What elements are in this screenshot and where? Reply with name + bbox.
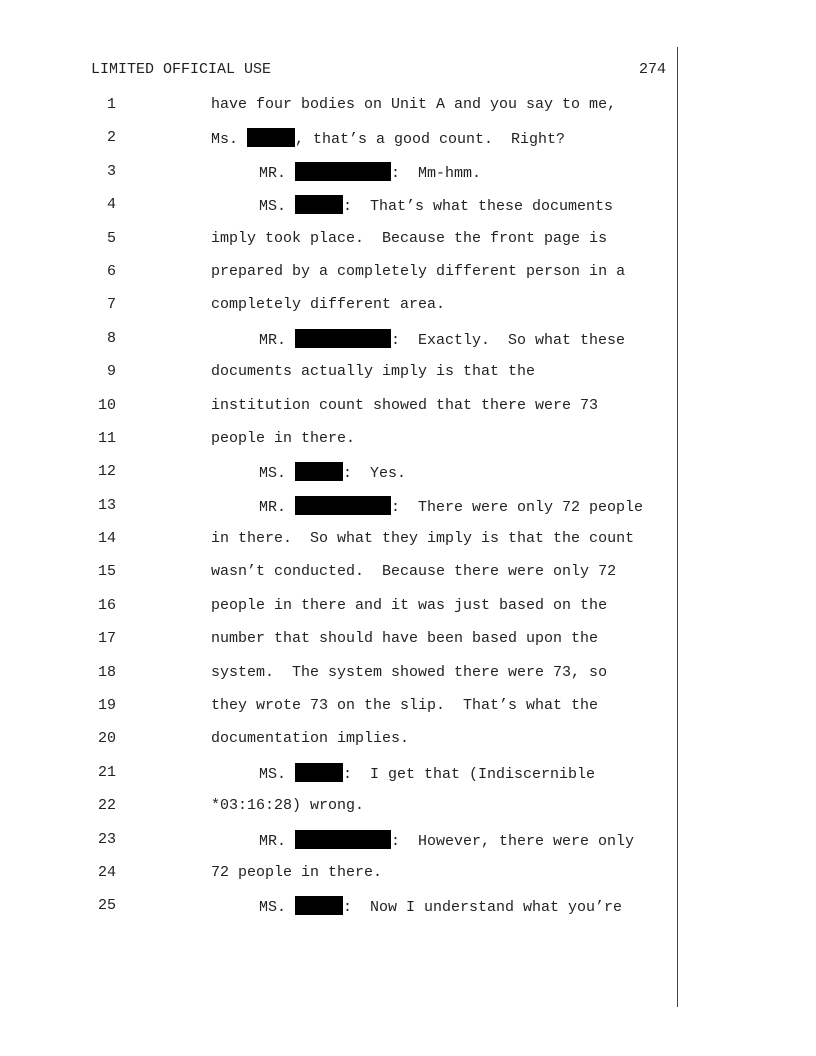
line-text [259, 830, 634, 852]
line-text-segment: : Mm-hmm. [391, 164, 482, 182]
line-text [211, 629, 598, 649]
line-text-segment: 72 people in there. [211, 863, 383, 881]
transcript-line [0, 396, 816, 429]
line-text-segment: : There were only 72 people [391, 498, 644, 516]
transcript-line [0, 262, 816, 295]
line-text-segment: documentation implies. [211, 730, 410, 748]
line-text-segment: in there. So what they imply is that the count [211, 530, 635, 548]
line-number: 22 [97, 797, 116, 815]
page-number: 274 [638, 61, 666, 78]
redaction-box [295, 763, 343, 782]
line-text-segment: people in there and it was just based on the [211, 596, 608, 614]
line-text [259, 763, 595, 785]
line-text-segment: MR. [259, 832, 296, 850]
line-number: 15 [97, 563, 116, 581]
line-number: 19 [97, 697, 116, 715]
line-number: 4 [106, 196, 116, 214]
transcript-line [0, 229, 816, 262]
line-text-segment: *03:16:28) wrong. [211, 797, 365, 815]
line-text [211, 729, 409, 749]
transcript-line [0, 830, 816, 863]
line-number: 8 [106, 329, 116, 347]
line-text [211, 295, 445, 315]
line-text-segment: number that should have been based upon the [211, 630, 599, 648]
line-text-segment: imply took place. Because the front page is [211, 229, 608, 247]
transcript-line [0, 796, 816, 829]
line-number: 5 [106, 229, 116, 247]
transcript-line [0, 763, 816, 796]
line-number: 7 [106, 296, 116, 314]
line-text [259, 195, 613, 217]
line-text [211, 429, 355, 449]
transcript-line [0, 596, 816, 629]
line-text-segment: : Exactly. So what these [391, 331, 626, 349]
redaction-box [295, 162, 391, 181]
line-text-segment: people in there. [211, 429, 356, 447]
transcript-line [0, 529, 816, 562]
line-number: 17 [97, 630, 116, 648]
line-text [211, 863, 382, 883]
line-number: 10 [97, 396, 116, 414]
transcript-line [0, 663, 816, 696]
transcript-line [0, 295, 816, 328]
line-text-segment: MR. [259, 331, 296, 349]
line-text [211, 696, 598, 716]
redaction-box [295, 195, 343, 214]
line-text-segment: : Now I understand what you’re [343, 899, 623, 917]
classification-header: LIMITED OFFICIAL USE [91, 61, 272, 78]
redaction-box [295, 462, 343, 481]
line-text [211, 229, 607, 249]
transcript-line [0, 462, 816, 495]
transcript-line [0, 362, 816, 395]
line-number: 12 [97, 463, 116, 481]
line-text [211, 262, 625, 282]
line-number: 2 [106, 129, 116, 147]
line-text [211, 562, 616, 582]
line-number: 24 [97, 863, 116, 881]
line-text-segment: system. The system showed there were 73, so [211, 663, 608, 681]
line-text-segment: MS. [259, 765, 296, 783]
line-text-segment: : However, there were only [391, 832, 635, 850]
line-text-segment: MR. [259, 164, 296, 182]
line-number: 25 [97, 897, 116, 915]
line-text [259, 162, 481, 184]
line-text [211, 529, 634, 549]
line-text-segment: wasn’t conducted. Because there were only 72 [211, 563, 617, 581]
transcript-line [0, 128, 816, 161]
redaction-box [295, 896, 343, 915]
line-text [211, 362, 535, 382]
line-number: 6 [106, 262, 116, 280]
line-text-segment: MS. [259, 465, 296, 483]
line-text [259, 329, 625, 351]
line-text-segment: documents actually imply is that the [211, 363, 536, 381]
line-number: 21 [97, 763, 116, 781]
line-text-segment: : Yes. [343, 465, 407, 483]
line-text [211, 596, 607, 616]
line-text-segment: have four bodies on Unit A and you say to me, [211, 96, 617, 113]
line-number: 1 [106, 96, 116, 113]
line-text-segment: MS. [259, 198, 296, 216]
redaction-box [295, 830, 391, 849]
transcript-line [0, 696, 816, 729]
line-text-segment: : I get that (Indiscernible [343, 765, 596, 783]
transcript-line [0, 729, 816, 762]
line-text [211, 95, 616, 115]
line-number: 16 [97, 596, 116, 614]
redaction-box [295, 329, 391, 348]
line-text-segment: MR. [259, 498, 296, 516]
line-text [259, 896, 622, 918]
line-number: 9 [106, 363, 116, 381]
transcript-line [0, 95, 816, 128]
line-number: 18 [97, 663, 116, 681]
line-text-segment: prepared by a completely different person in a [211, 262, 626, 280]
line-text-segment: , that’s a good count. Right? [295, 131, 566, 149]
line-text [259, 496, 643, 518]
transcript-line [0, 195, 816, 228]
line-text-segment: completely different area. [211, 296, 446, 314]
transcript-line [0, 562, 816, 595]
line-text [211, 663, 607, 683]
redaction-box [247, 128, 295, 147]
transcript-line [0, 863, 816, 896]
line-text-segment: they wrote 73 on the slip. That’s what the [211, 697, 599, 715]
line-text-segment: : That’s what these documents [343, 198, 614, 216]
line-text-segment: institution count showed that there were 73 [211, 396, 599, 414]
line-text [259, 462, 406, 484]
line-number: 14 [97, 530, 116, 548]
line-number: 13 [97, 496, 116, 514]
line-text-segment: MS. [259, 899, 296, 917]
line-number: 23 [97, 830, 116, 848]
transcript-line [0, 496, 816, 529]
transcript-line [0, 162, 816, 195]
line-text [211, 396, 598, 416]
line-number: 3 [106, 162, 116, 180]
transcript-line [0, 329, 816, 362]
transcript-lines [0, 95, 816, 930]
line-text [211, 128, 565, 150]
redaction-box [295, 496, 391, 515]
line-text-segment: Ms. [211, 131, 248, 149]
line-number: 11 [97, 429, 116, 447]
line-text [211, 796, 364, 816]
line-number: 20 [97, 730, 116, 748]
transcript-line [0, 896, 816, 929]
transcript-line [0, 629, 816, 662]
transcript-line [0, 429, 816, 462]
